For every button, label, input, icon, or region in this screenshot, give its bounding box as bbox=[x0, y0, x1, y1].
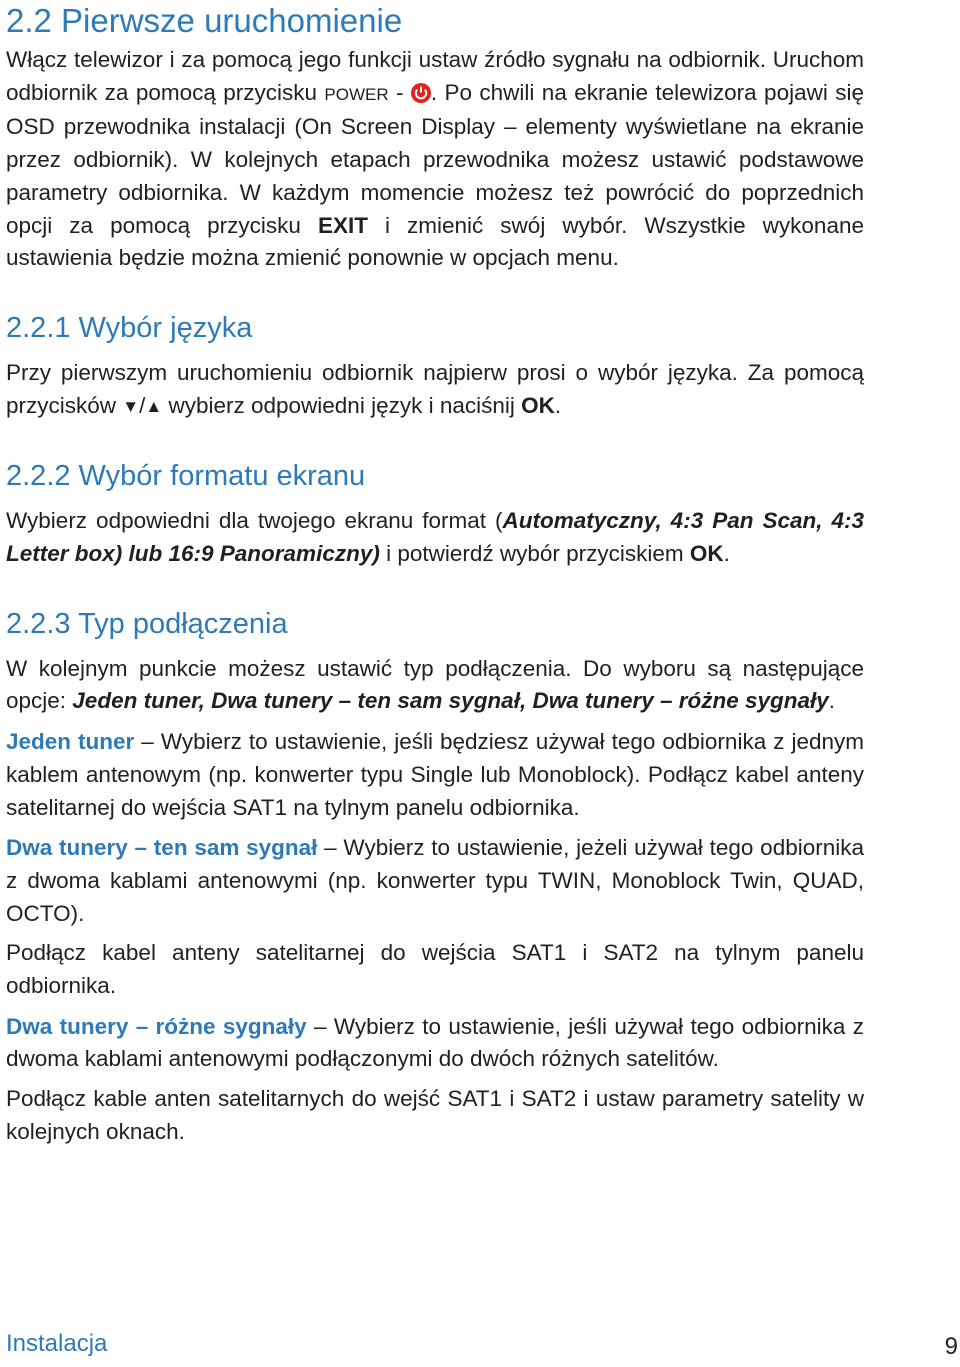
connection-options: Jeden tuner, Dwa tunery – ten sam sygnał, Dwa tunery – różne sygnały bbox=[72, 688, 829, 714]
language-heading: 2.2.1 Wybór języka bbox=[6, 311, 253, 344]
language-text-2: wybierz odpowiedni język i naciśnij bbox=[162, 392, 522, 418]
footer-section-label: Instalacja bbox=[6, 1330, 108, 1357]
different-signals-paragraph bbox=[6, 1011, 864, 1076]
intro-text-1: Włącz telewizor i za pomocą jego funkcji ustaw źródło sygnału na odbiornik. Uruchom odbiornik za pomocą przycisku bbox=[6, 47, 864, 105]
one-tuner-text: – Wybierz to ustawienie, jeśli będziesz używał tego odbiornika z jednym kablem antenowym (np. konwerter typu Single lub Monoblock). Podłącz kabel anteny satelitarnej do wejścia SAT1 na tylnym panelu odbiornika. bbox=[6, 729, 864, 820]
one-tuner-label: Jeden tuner bbox=[6, 729, 135, 755]
ok-key-label: OK bbox=[521, 392, 555, 418]
connection-intro-paragraph bbox=[6, 653, 864, 718]
exit-key-label: EXIT bbox=[317, 212, 368, 238]
language-paragraph bbox=[6, 357, 864, 423]
same-signal-label: Dwa tunery – ten sam sygnał bbox=[6, 835, 318, 861]
intro-paragraph bbox=[6, 44, 864, 275]
format-text-1: Wybierz odpowiedni dla twojego ekranu format ( bbox=[6, 508, 503, 534]
power-icon bbox=[411, 83, 431, 103]
same-signal-text: – Wybierz to ustawienie, jeżeli używał tego odbiornika z dwoma kablami antenowymi (np. konwerter typu TWIN, Monoblock Twin, QUAD, OCTO). bbox=[6, 835, 864, 926]
section-title: 2.2 Pierwsze uruchomienie bbox=[6, 2, 403, 39]
format-text-2: i potwierdź wybór przyciskiem bbox=[379, 541, 690, 567]
arrow-up-icon: ▲ bbox=[145, 396, 163, 416]
format-paragraph bbox=[6, 505, 864, 570]
different-signals-text: – Wybierz to ustawienie, jeśli używał tego odbiornika z dwoma kablami antenowymi podłączonymi do dwóch różnych satelitów. bbox=[6, 1013, 864, 1072]
same-signal-paragraph bbox=[6, 832, 864, 930]
arrow-separator: / bbox=[139, 392, 146, 418]
different-signals-note: Podłącz kable anten satelitarnych do wejść SAT1 i SAT2 i ustaw parametry satelity w kolejnych oknach. bbox=[6, 1086, 864, 1144]
different-signals-label: Dwa tunery – różne sygnały bbox=[6, 1013, 307, 1039]
format-text-3: . bbox=[723, 541, 730, 567]
connection-text-1: W kolejnym punkcie możesz ustawić typ podłączenia. Do wyboru są następujące opcje: bbox=[6, 655, 864, 714]
language-text-3: . bbox=[554, 392, 562, 418]
format-heading: 2.2.2 Wybór formatu ekranu bbox=[6, 460, 366, 493]
format-ok-key-label: OK bbox=[689, 541, 724, 567]
page-number: 9 bbox=[944, 1333, 958, 1360]
page-content bbox=[6, 0, 864, 1149]
same-signal-note: Podłącz kabel anteny satelitarnej do wejścia SAT1 i SAT2 na tylnym panelu odbiornika. bbox=[6, 940, 864, 999]
intro-text-3: i zmienić swój wybór. Wszystkie wykonane ustawienia będzie można zmienić ponownie w opcjach menu. bbox=[6, 212, 864, 271]
intro-text-2: . Po chwili na ekranie telewizora pojawi się OSD przewodnika instalacji (On Screen Display – elementy wyświetlane na ekranie przez odbiornik). W kolejnych etapach przewodnika możesz ustawić podstawowe parametry odbiornika. W każdym momencie możesz też powrócić do poprzednich opcji za pomocą przycisku bbox=[6, 79, 864, 238]
arrow-down-icon: ▼ bbox=[122, 396, 140, 416]
connection-text-2: . bbox=[828, 688, 836, 714]
power-key-label: POWER bbox=[324, 84, 389, 104]
connection-heading: 2.2.3 Typ podłączenia bbox=[6, 607, 288, 640]
language-text-1: Przy pierwszym uruchomieniu odbiornik najpierw prosi o wybór języka. Za pomocą przycisków bbox=[6, 359, 864, 418]
power-dash: - bbox=[388, 79, 411, 105]
format-options: Automatyczny, 4:3 Pan Scan, 4:3 Letter box) lub 16:9 Panoramiczny) bbox=[6, 508, 864, 567]
one-tuner-paragraph bbox=[6, 726, 864, 824]
